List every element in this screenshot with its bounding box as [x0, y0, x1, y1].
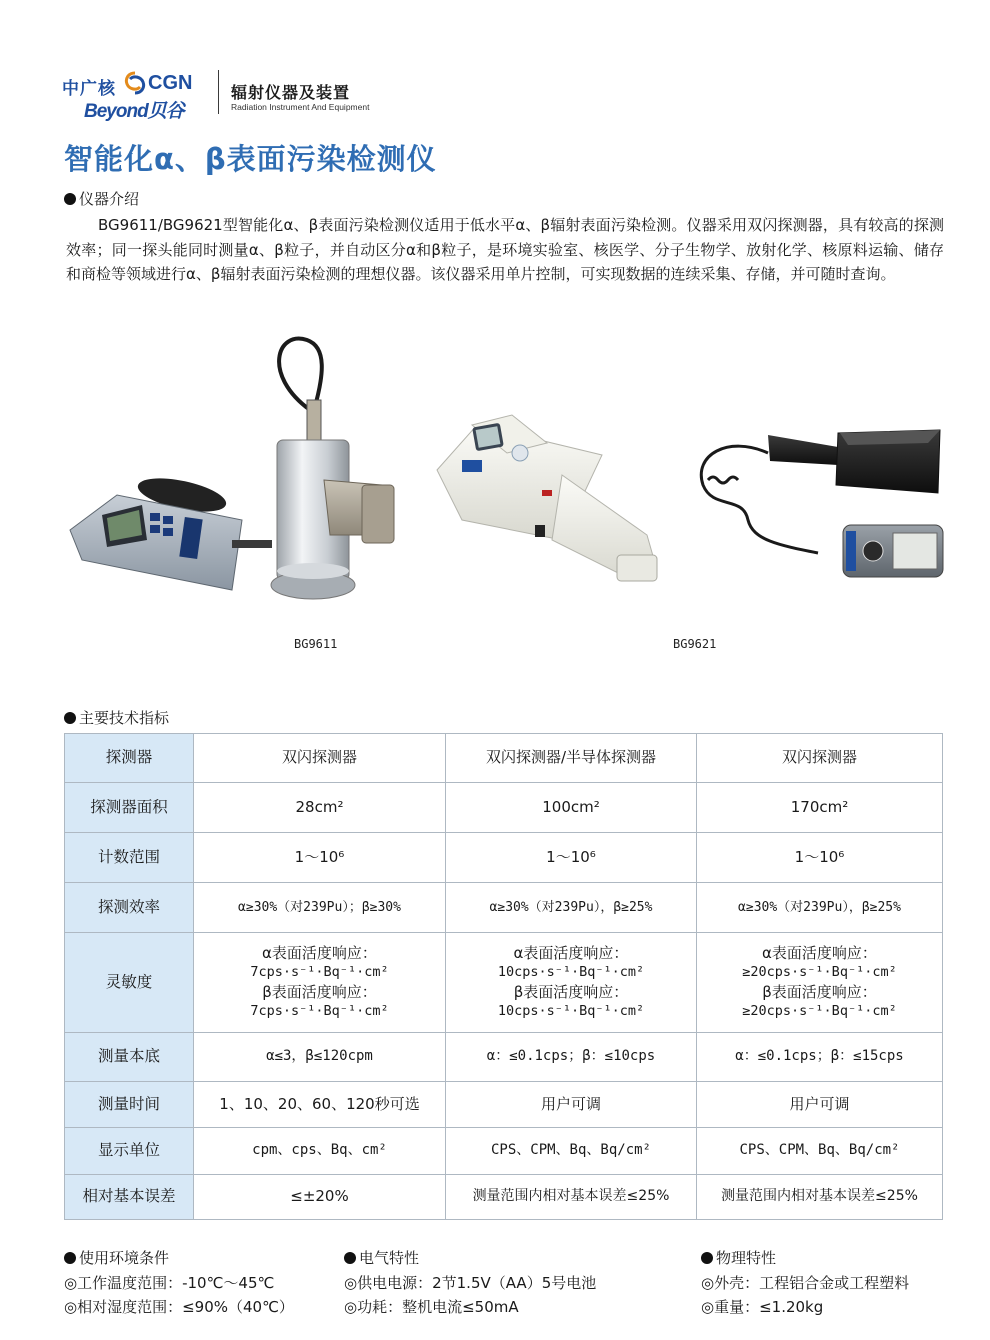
table-row — [65, 1175, 943, 1220]
row-label: 探测器面积 — [65, 783, 194, 833]
cell-line: 10cps·s⁻¹·Bq⁻¹·cm² — [497, 964, 645, 980]
table-row — [65, 1033, 943, 1082]
row-label: 相对基本误差 — [65, 1175, 194, 1220]
logo-cn-text: 中广核 — [62, 79, 116, 99]
bg9611-photo — [62, 335, 412, 610]
row-label: 探测效率 — [65, 883, 194, 933]
env-conditions — [64, 1246, 294, 1320]
table-cell: α≤3，β≤120cpm — [194, 1033, 446, 1082]
table-cell — [194, 933, 446, 1033]
logo-cgn-text: CGN — [148, 72, 193, 94]
cell-line: α表面活度响应： — [513, 943, 629, 962]
table-cell: CPS、CPM、Bq、Bq/cm² — [446, 1128, 697, 1175]
table-cell — [697, 933, 943, 1033]
bg9611-caption: BG9611 — [294, 637, 338, 651]
env-heading: 使用环境条件 — [64, 1246, 294, 1271]
table-cell: 170cm² — [697, 783, 943, 833]
cell-line: 10cps·s⁻¹·Bq⁻¹·cm² — [497, 1003, 645, 1019]
row-label: 探测器 — [65, 734, 194, 783]
env-line: ◎相对湿度范围：≤90%（40℃） — [64, 1298, 294, 1316]
elec-heading: 电气特性 — [344, 1246, 596, 1271]
category-subtitle: Radiation Instrument And Equipment — [231, 102, 370, 112]
table-cell: 双闪探测器/半导体探测器 — [446, 734, 697, 783]
table-row — [65, 1128, 943, 1175]
table-cell: α≥30%（对239Pu），β≥25% — [697, 883, 943, 933]
table-row — [65, 1082, 943, 1128]
cell-line: β表面活度响应： — [513, 982, 629, 1001]
cell-line: α表面活度响应： — [762, 943, 877, 962]
table-cell: 1、10、20、60、120秒可选 — [194, 1082, 446, 1128]
table-cell: 1～10⁶ — [446, 833, 697, 883]
cell-line: 7cps·s⁻¹·Bq⁻¹·cm² — [250, 1003, 389, 1019]
bullet-icon — [64, 193, 76, 205]
cell-line: α表面活度响应： — [262, 943, 377, 962]
table-cell: 用户可调 — [446, 1082, 697, 1128]
cell-line: ≥20cps·s⁻¹·Bq⁻¹·cm² — [742, 1003, 897, 1019]
table-cell: 1～10⁶ — [697, 833, 943, 883]
phys-heading: 物理特性 — [701, 1246, 909, 1271]
cell-line: ≥20cps·s⁻¹·Bq⁻¹·cm² — [742, 964, 897, 980]
table-cell: α≥30%（对239Pu），β≥25% — [446, 883, 697, 933]
elec-line: ◎供电电源：2节1.5V（AA）5号电池 — [344, 1273, 597, 1292]
row-label: 计数范围 — [65, 833, 194, 883]
table-row — [65, 883, 943, 933]
row-label: 测量本底 — [65, 1033, 194, 1082]
phys-line: ◎重量：≤1.20kg — [701, 1298, 824, 1316]
row-label: 灵敏度 — [65, 933, 194, 1033]
table-cell: ≤±20% — [194, 1175, 446, 1220]
bullet-icon — [64, 1252, 76, 1264]
elec-line: ◎功耗：整机电流≤50mA — [344, 1298, 519, 1316]
cell-line: 7cps·s⁻¹·Bq⁻¹·cm² — [250, 964, 389, 980]
table-cell: 双闪探测器 — [194, 734, 446, 783]
company-logo — [62, 68, 212, 120]
table-cell: cpm、cps、Bq、cm² — [194, 1128, 446, 1175]
table-cell: α：≤0.1cps；β：≤15cps — [697, 1033, 943, 1082]
bullet-icon — [344, 1252, 356, 1264]
cell-line: β表面活度响应： — [762, 982, 877, 1001]
table-cell: 测量范围内相对基本误差≤25% — [697, 1175, 943, 1220]
table-cell: 100cm² — [446, 783, 697, 833]
table-cell: 1～10⁶ — [194, 833, 446, 883]
page-title: 智能化α、β表面污染检测仪 — [64, 142, 437, 176]
bullet-icon — [701, 1252, 713, 1264]
phys-line: ◎外壳：工程铝合金或工程塑料 — [701, 1273, 910, 1292]
table-cell: 用户可调 — [697, 1082, 943, 1128]
env-line: ◎工作温度范围：-10℃～45℃ — [64, 1273, 275, 1292]
intro-heading: 仪器介绍 — [64, 188, 139, 209]
header-divider — [218, 70, 219, 114]
table-cell: 双闪探测器 — [697, 734, 943, 783]
table-cell: α≥30%（对239Pu）；β≥30% — [194, 883, 446, 933]
table-cell — [446, 933, 697, 1033]
specs-heading: 主要技术指标 — [64, 707, 169, 728]
row-label: 显示单位 — [65, 1128, 194, 1175]
table-cell: 测量范围内相对基本误差≤25% — [446, 1175, 697, 1220]
table-cell: 28cm² — [194, 783, 446, 833]
physical-specs — [701, 1246, 909, 1320]
table-row — [65, 933, 943, 1033]
category-title: 辐射仪器及装置 — [231, 83, 351, 102]
bg9621-caption: BG9621 — [673, 637, 717, 651]
electrical-specs — [344, 1246, 596, 1320]
specs-table — [64, 733, 943, 1220]
cell-line: β表面活度响应： — [262, 982, 377, 1001]
bullet-icon — [64, 712, 76, 724]
table-row — [65, 783, 943, 833]
table-cell: CPS、CPM、Bq、Bq/cm² — [697, 1128, 943, 1175]
logo-beyond-text: Beyond贝谷 — [84, 101, 184, 122]
table-cell: α：≤0.1cps；β：≤10cps — [446, 1033, 697, 1082]
cgn-swirl-icon — [122, 70, 148, 96]
row-label: 测量时间 — [65, 1082, 194, 1128]
table-row — [65, 833, 943, 883]
bg9621-probe-photo — [688, 425, 948, 585]
table-row — [65, 734, 943, 783]
bg9621-photo — [432, 395, 667, 600]
intro-paragraph: BG9611/BG9621型智能化α、β表面污染检测仪适用于低水平α、β辐射表面污染检测。仪器采用双闪探测器，具有较高的探测效率；同一探头能同时测量α、β粒子，并自动区分α和β粒子，是环境实验室、核医学、分子生物学、放射化学、核原料运输、储存和商检等领域进行α、β辐射表面污染检测的理想仪器。该仪器采用单片控制，可实现数据的连续采集、存储，并可随时查询。 — [66, 216, 944, 283]
